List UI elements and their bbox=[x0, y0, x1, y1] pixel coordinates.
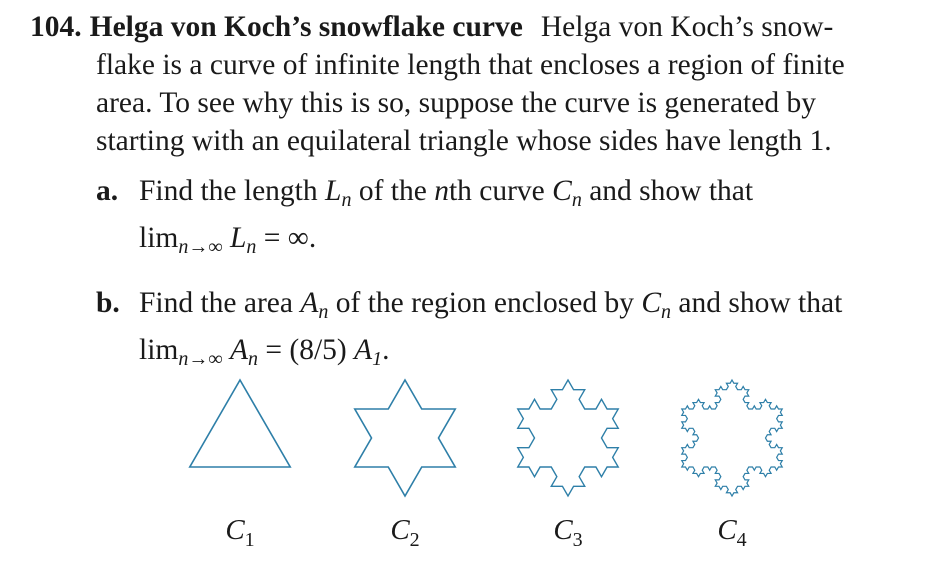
part-b-line-2: $\lim_{n\to\infty} A_n = (8/5)$ $A_1$. bbox=[139, 334, 390, 370]
caption-c3: $C_3$ bbox=[553, 514, 583, 551]
caption-c1: $C_1$ bbox=[225, 514, 255, 551]
problem-intro-3: area. To see why this is so, suppose the curve is generated by bbox=[96, 87, 816, 119]
figure-c1 bbox=[180, 358, 300, 551]
problem-intro-4: starting with an equilateral triangle whose sides have length 1. bbox=[96, 125, 832, 157]
snowflake-c2-drawing bbox=[345, 358, 465, 508]
problem-title: Helga von Koch’s snowflake curve bbox=[89, 11, 523, 43]
part-b-line-1: b. Find the area $A_n$ of the region enclosed by $C_n$ and show that bbox=[30, 284, 910, 331]
part-b-label: b. bbox=[96, 287, 120, 319]
problem-line-1 bbox=[30, 8, 910, 46]
snowflake-c1-drawing bbox=[180, 358, 300, 508]
part-a-line-1: a. Find the length $L_n$ of the nth curve $C_n$ and show that bbox=[30, 172, 910, 219]
problem-number: 104. bbox=[30, 11, 82, 43]
figure-c3 bbox=[508, 358, 628, 551]
snowflake-c3-drawing bbox=[508, 358, 628, 508]
caption-c2: $C_2$ bbox=[390, 514, 420, 551]
problem-intro-1: Helga von Koch’s snow- bbox=[540, 11, 834, 43]
snowflake-curve-c4 bbox=[682, 380, 782, 496]
snowflake-curve-c3 bbox=[518, 380, 618, 496]
figure-c2 bbox=[345, 358, 465, 551]
snowflake-curve-c2 bbox=[355, 380, 455, 496]
part-a-line-2: $\lim_{n\to\infty} L_n$ = ∞. bbox=[139, 222, 317, 258]
part-a-limit: lim bbox=[139, 222, 179, 254]
problem-104 bbox=[30, 8, 910, 378]
part-b-limit: lim bbox=[139, 334, 179, 366]
problem-intro-2: flake is a curve of infinite length that encloses a region of finite bbox=[96, 49, 845, 81]
part-a-label: a. bbox=[96, 175, 119, 207]
snowflake-c4-drawing bbox=[672, 358, 792, 508]
snowflake-curve-c1 bbox=[190, 380, 290, 467]
figure-c4 bbox=[672, 358, 792, 551]
caption-c4: $C_4$ bbox=[717, 514, 747, 551]
snowflake-figures bbox=[0, 358, 936, 562]
